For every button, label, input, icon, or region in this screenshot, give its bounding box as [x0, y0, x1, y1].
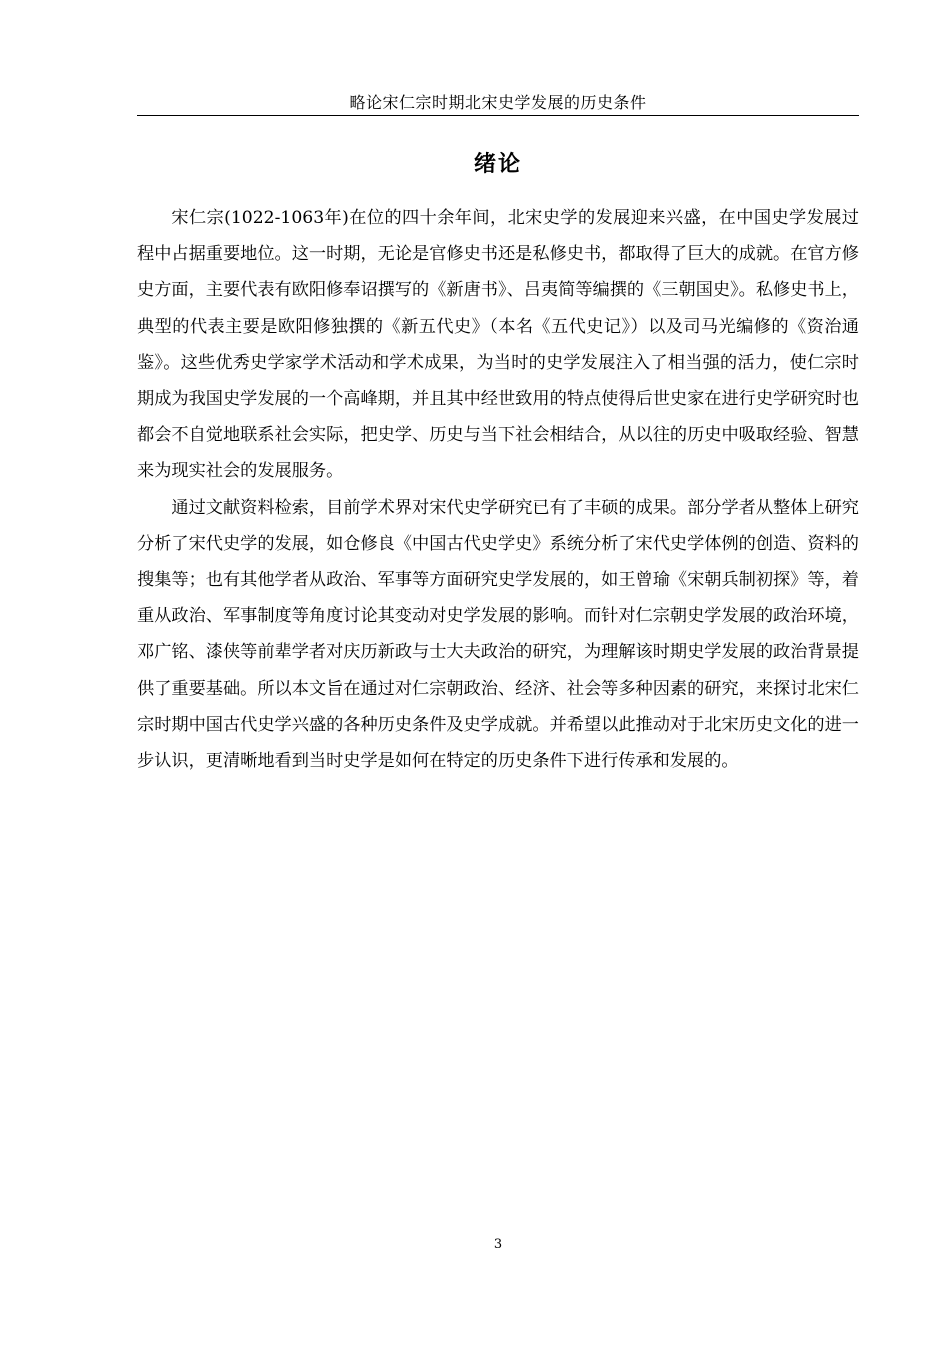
section-title: 绪论 [473, 152, 522, 177]
header-rule [137, 115, 859, 116]
paragraph-2: 通过文献资料检索，目前学术界对宋代史学研究已有了丰硕的成果。部分学者从整体上研究分析了宋代史学的发展，如仓修良《中国古代史学史》系统分析了宋代史学体例的创造、资料的搜集等；也有其他学者从政治、军事等方面研究史学发展的，如王曾瑜《宋朝兵制初探》等，着重从政治、军事制度等角度讨论其变动对史学发展的影响。而针对仁宗朝史学发展的政治环境，邓广铭、漆侠等前辈学者对庆历新政与士大夫政治的研究，为理解该时期史学发展的政治背景提供了重要基础。所以本文旨在通过对仁宗朝政治、经济、社会等多种因素的研究，来探讨北宋仁宗时期中国古代史学兴盛的各种历史条件及史学成就。并希望以此推动对于北宋历史文化的进一步认识，更清晰地看到当时史学是如何在特定的历史条件下进行传承和发展的。 [137, 497, 859, 772]
page-number: 3 [493, 1237, 503, 1252]
paragraph-1: 宋仁宗(1022-1063年)在位的四十余年间，北宋史学的发展迎来兴盛，在中国史学发展过程中占据重要地位。这一时期，无论是官修史书还是私修史书，都取得了巨大的成就。在官方修史方面，主要代表有欧阳修奉诏撰写的《新唐书》、吕夷简等编撰的《三朝国史》。私修史书上，典型的代表主要是欧阳修独撰的《新五代史》（本名《五代史记》）以及司马光编修的《资治通鉴》。这些优秀史学家学术活动和学术成果，为当时的史学发展注入了相当强的活力，使仁宗时期成为我国史学发展的一个高峰期，并且其中经世致用的特点使得后世史家在进行史学研究时也都会不自觉地联系社会实际，把史学、历史与当下社会相结合，从以往的历史中吸取经验、智慧来为现实社会的发展服务。 [137, 208, 860, 482]
running-header: 略论宋仁宗时期北宋史学发展的历史条件 [349, 93, 647, 112]
body-text [137, 200, 859, 779]
